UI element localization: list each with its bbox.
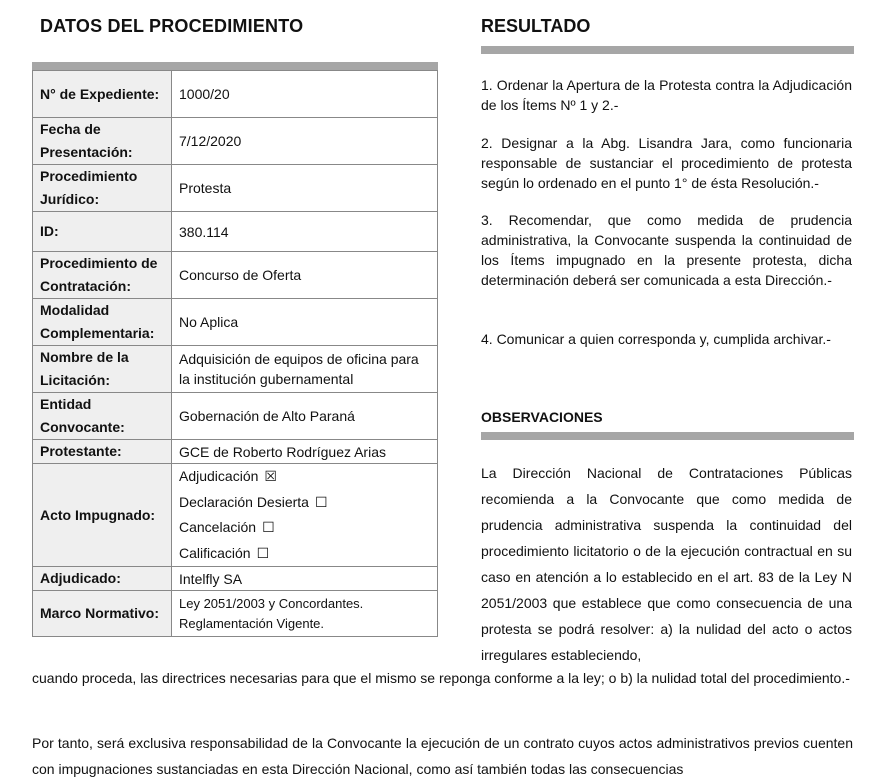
row-value: Adquisición de equipos de oficina para la institución gubernamental: [172, 346, 438, 393]
observations-heading-bar: [481, 432, 854, 440]
checkbox-empty-icon: ☐: [314, 494, 328, 511]
row-value: Protesta: [172, 165, 438, 212]
table-row: [33, 440, 438, 464]
result-heading: RESULTADO: [481, 16, 591, 36]
acto-option-text: Cancelación: [179, 519, 257, 535]
marco-line: Ley 2051/2003 y Concordantes.: [179, 595, 364, 611]
observations-text: La Dirección Nacional de Contrataciones Públicas recomienda a la Convocante que como medida de prudencia administrativa suspenda la continuidad del procedimiento licitatorio o de la ejecución contractual en su caso en atención a lo establecido en el art. 83 de la Ley N 2051/2003 que establece que como consecuencia de una protesta se podrá resolver: a) la nulidad del acto o actos irregulares estableciendo,: [481, 465, 852, 663]
table-row: [33, 299, 438, 346]
acto-option: [179, 541, 430, 567]
table-row: [33, 346, 438, 393]
table-row: [33, 393, 438, 440]
row-label: Procedimiento de Contratación:: [33, 252, 172, 299]
row-label: Modalidad Complementaria:: [33, 299, 172, 346]
observations-heading: OBSERVACIONES: [481, 409, 603, 425]
marco-line: Reglamentación Vigente.: [179, 615, 325, 631]
row-value: No Aplica: [172, 299, 438, 346]
row-label: Adjudicado:: [33, 567, 172, 591]
checkbox-empty-icon: ☐: [262, 520, 275, 536]
row-label: Acto Impugnado:: [33, 464, 172, 567]
table-row: [33, 71, 438, 118]
acto-option: [179, 490, 430, 516]
row-label: Nombre de la Licitación:: [33, 346, 172, 393]
acto-option-text: Adjudicación: [179, 468, 259, 484]
row-value: Gobernación de Alto Paraná: [172, 393, 438, 440]
table-row: [33, 464, 438, 567]
row-value: Concurso de Oferta: [172, 252, 438, 299]
result-item: 2. Designar a la Abg. Lisandra Jara, como funcionaria responsable de sustanciar el procedimiento de protesta según lo ordenado en el punto 1° de ésta Resolución.-: [481, 135, 852, 191]
row-label: N° de Expediente:: [33, 71, 172, 118]
row-value: 7/12/2020: [172, 118, 438, 165]
row-label: Procedimiento Jurídico:: [33, 165, 172, 212]
procedure-data-heading: DATOS DEL PROCEDIMIENTO: [40, 16, 304, 36]
row-label: Protestante:: [33, 440, 172, 464]
row-label: Marco Normativo:: [33, 591, 172, 637]
table-row: [33, 165, 438, 212]
row-value: [172, 591, 438, 637]
result-item: 1. Ordenar la Apertura de la Protesta contra la Adjudicación de los Ítems Nº 1 y 2.-: [481, 77, 852, 113]
acto-option-text: Declaración Desierta: [179, 493, 309, 510]
table-row: [33, 118, 438, 165]
row-label: Fecha de Presentación:: [33, 118, 172, 165]
acto-option: [179, 515, 430, 541]
result-item: 4. Comunicar a quien corresponda y, cumplida archivar.-: [481, 331, 831, 347]
right-heading-bar: [481, 46, 854, 54]
procedure-data-table: [32, 70, 438, 637]
checkbox-empty-icon: ☐: [256, 545, 270, 562]
row-value: 380.114: [172, 212, 438, 252]
row-value: GCE de Roberto Rodríguez Arias: [172, 440, 438, 464]
table-row: [33, 591, 438, 637]
row-label: ID:: [33, 212, 172, 252]
row-value: 1000/20: [172, 71, 438, 118]
left-heading-bar: [32, 62, 438, 70]
acto-options: [172, 464, 438, 567]
observations-text-continued: cuando proceda, las directrices necesarias para que el mismo se reponga conforme a la ley; o b) la nulidad total del procedimiento.-: [32, 670, 850, 686]
row-label: Entidad Convocante:: [33, 393, 172, 440]
table-row: [33, 252, 438, 299]
table-row: [33, 567, 438, 591]
table-row: [33, 212, 438, 252]
por-tanto-paragraph: Por tanto, será exclusiva responsabilidad de la Convocante la ejecución de un contrato cuyos actos administrativos previos cuenten con impugnaciones sustanciadas en esta Dirección Nacional, como así también todas las consecuencias: [32, 735, 853, 777]
result-item: 3. Recomendar, que como medida de prudencia administrativa, la Convocante suspenda la continuidad de los Ítems impugnado en la presente protesta, dicha determinación deberá ser comunicada a esta Dirección.-: [481, 212, 852, 288]
checkbox-checked-icon: ☒: [264, 469, 277, 485]
acto-option-text: Calificación: [179, 544, 251, 561]
row-value: Intelfly SA: [172, 567, 438, 591]
acto-option: [179, 464, 430, 490]
